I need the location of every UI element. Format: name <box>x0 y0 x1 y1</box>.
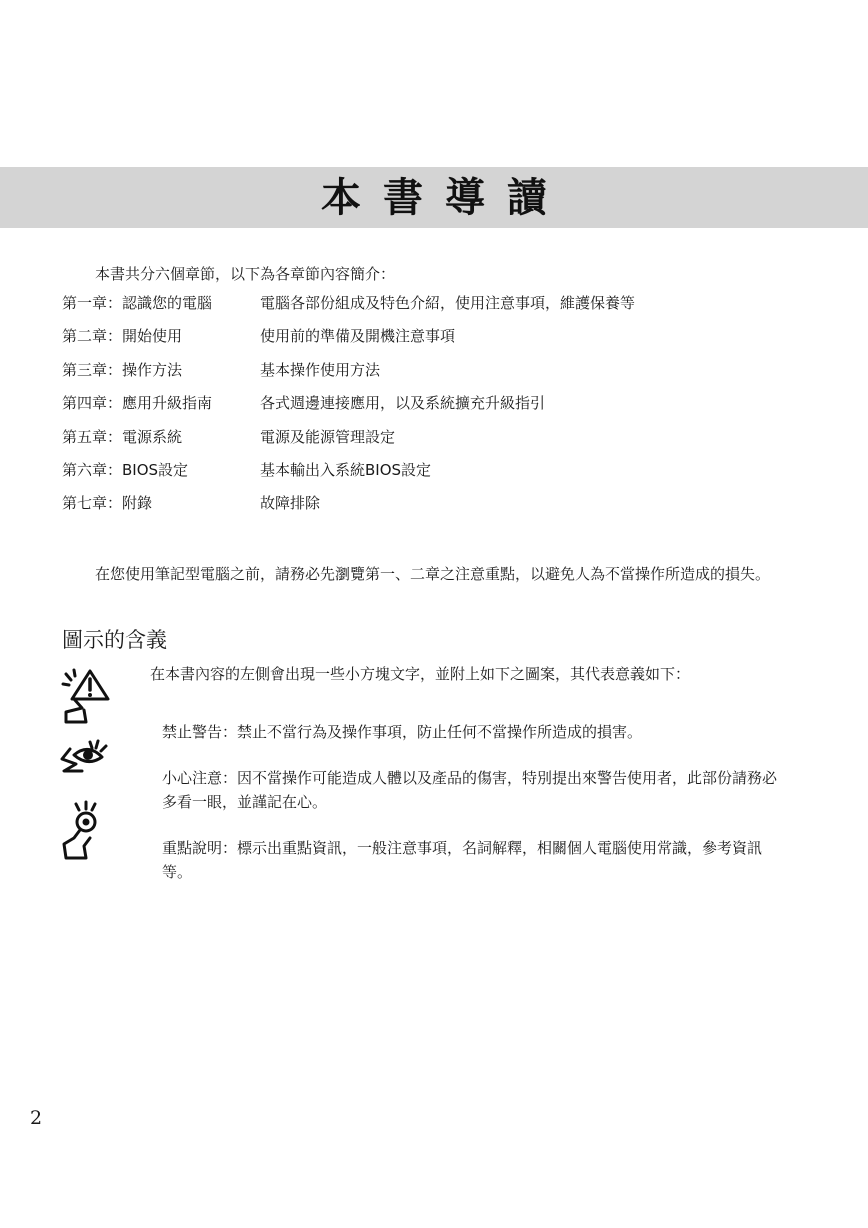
title-banner <box>0 167 868 228</box>
warning-paragraph: 在您使用筆記型電腦之前，請務必先瀏覽第一、二章之注意重點，以避免人為不當操作所造成的損失。 <box>95 565 771 583</box>
chapter-name: 第一章：認識您的電腦 <box>62 294 213 312</box>
chapter-desc: 使用前的準備及開機注意事項 <box>260 327 456 346</box>
warning-triangle-icon <box>60 664 112 726</box>
chapter-name: 第六章：BIOS設定 <box>62 460 189 479</box>
chapter-desc: 各式週邊連接應用，以及系統擴充升級指引 <box>260 394 546 413</box>
chapter-desc: 電源及能源管理設定 <box>260 427 396 446</box>
note-caution: 小心注意：因不當操作可能造成人體以及產品的傷害，特別提出來警告使用者，此部份請務必多看一眼，並謹記在心。 <box>162 769 778 811</box>
intro-text: 本書共分六個章節，以下為各章節內容簡介： <box>95 265 396 283</box>
chapter-name: 第四章：應用升級指南 <box>62 394 213 413</box>
lightbulb-note-icon <box>60 800 112 862</box>
icons-section-intro: 在本書內容的左側會出現一些小方塊文字，並附上如下之圖案，其代表意義如下： <box>150 665 691 683</box>
chapter-name: 第五章：電源系統 <box>62 427 183 446</box>
chapter-desc: 故障排除 <box>260 494 321 513</box>
chapter-name: 第七章：附錄 <box>62 494 153 513</box>
icons-section-heading: 圖示的含義 <box>62 628 167 652</box>
chapter-desc: 基本操作使用方法 <box>260 360 381 379</box>
chapter-desc: 電腦各部份組成及特色介紹，使用注意事項，維護保養等 <box>260 294 636 312</box>
chapter-name: 第二章：開始使用 <box>62 327 183 346</box>
note-key-point: 重點說明：標示出重點資訊，一般注意事項，名詞解釋，相關個人電腦使用常識，參考資訊等。 <box>162 839 763 881</box>
chapter-name: 第三章：操作方法 <box>62 360 183 379</box>
note-prohibition: 禁止警告：禁止不當行為及操作事項，防止任何不當操作所造成的損害。 <box>162 723 643 741</box>
eye-caution-icon <box>60 737 112 775</box>
page-title: 本書導讀 <box>321 174 569 221</box>
page-number: 2 <box>30 1107 43 1129</box>
chapter-desc: 基本輸出入系統BIOS設定 <box>260 460 432 479</box>
